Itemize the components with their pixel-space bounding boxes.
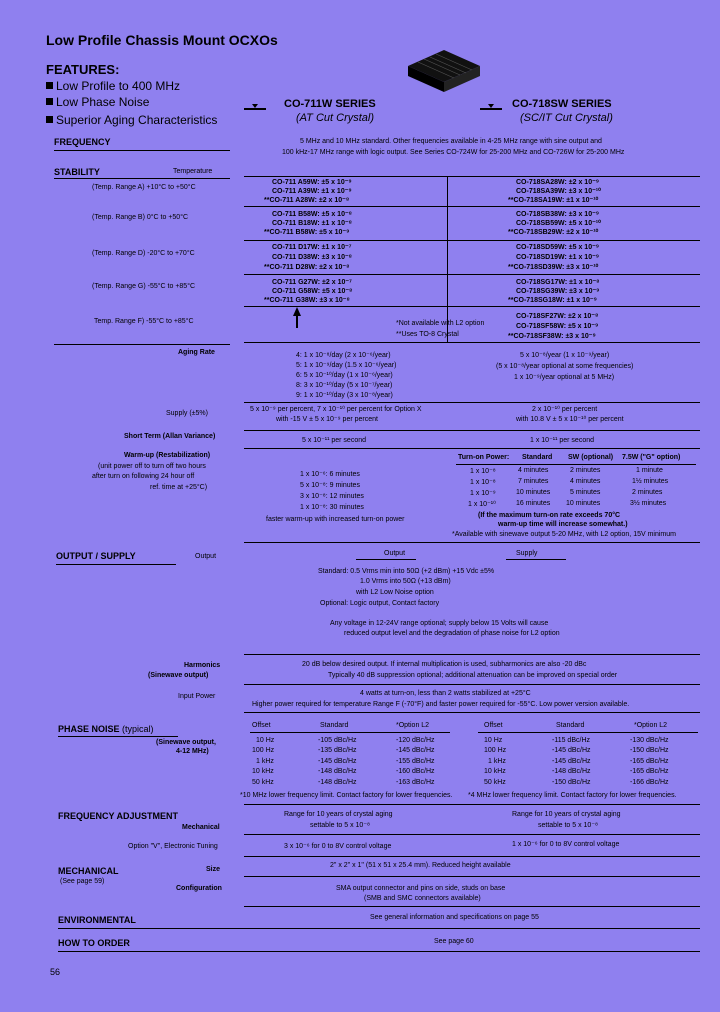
warmup-desc-3: ref. time at +25°C) — [150, 484, 208, 491]
range-d-left-2: CO-711 D38W: ±3 x 10⁻⁸ — [272, 254, 352, 261]
range-d-label: (Temp. Range D) -20°C to +70°C — [92, 250, 195, 257]
input-power-label: Input Power — [178, 693, 216, 700]
temperature-label: Temperature — [173, 168, 213, 175]
supply-right-2: with 10.8 V ± 5 x 10⁻¹⁰ per percent — [516, 416, 624, 423]
warmup-left-note: faster warm-up with increased turn-on power — [266, 516, 405, 523]
stability-label: STABILITY — [54, 167, 100, 177]
pn-left-note: *10 MHz lower frequency limit. Contact factory for lower frequencies. — [240, 792, 453, 799]
input-power-line2: Higher power required for temperature Range F (-70°F) and faster power required for -55°C. Low power version available. — [252, 701, 630, 708]
freq-adj-option-right: 1 x 10⁻⁶ for 0 to 8V control voltage — [512, 841, 620, 848]
warmup-r2-c2: 7 minutes — [518, 478, 549, 485]
pn-right-r1-c1: 10 Hz — [484, 737, 503, 744]
range-g-left-3: **CO-711 G38W: ±3 x 10⁻⁸ — [264, 297, 350, 304]
warmup-r4-c4: 3½ minutes — [630, 500, 667, 507]
phase-noise-desc-1: (Sinewave output, — [156, 739, 216, 746]
warmup-r2-c1: 1 x 10⁻⁸ — [470, 479, 496, 486]
pn-right-r4-c1: 10 kHz — [484, 768, 506, 775]
warmup-label: Warm-up (Restabilization) — [124, 452, 211, 459]
phase-noise-label: PHASE NOISE (typical) — [58, 724, 154, 734]
stability-note-1: *Not available with L2 option — [396, 320, 485, 327]
warmup-desc-1: (unit power off to turn off two hours — [98, 463, 206, 470]
frequency-label: FREQUENCY — [54, 137, 111, 147]
warmup-r4-c3: 10 minutes — [566, 500, 601, 507]
range-b-left-3: **CO-711 B58W: ±5 x 10⁻⁹ — [264, 229, 350, 236]
pn-right-r4-c3: -165 dBc/Hz — [630, 768, 669, 775]
pn-right-h3: *Option L2 — [634, 722, 668, 729]
stability-note-2: **Uses TO-8 Crystal — [396, 331, 459, 338]
input-power-line1: 4 watts at turn-on, less than 2 watts stabilized at +25°C — [360, 690, 531, 697]
freq-adj-mech-right-1: Range for 10 years of crystal aging — [512, 811, 621, 818]
short-term-label: Short Term (Allan Variance) — [124, 433, 216, 440]
warmup-left-1: 1 x 10⁻⁶: 6 minutes — [300, 471, 360, 478]
range-g-right-2: CO-718SG39W: ±3 x 10⁻⁹ — [516, 288, 600, 295]
feature-item: Superior Aging Characteristics — [46, 113, 217, 127]
warmup-note-3: *Available with sinewave output 5-20 MHz, with L2 option, 15V minimum — [452, 531, 676, 538]
warmup-r2-c4: 1½ minutes — [632, 478, 669, 485]
aging-right-2: (5 x 10⁻⁸/year optional at some frequencies) — [496, 363, 634, 370]
series-left-sub: (AT Cut Crystal) — [296, 112, 375, 124]
pn-left-r1-c2: -105 dBc/Hz — [318, 737, 357, 744]
range-a-left-2: CO-711 A39W: ±1 x 10⁻⁹ — [272, 188, 352, 195]
environmental-text: See general information and specifications on page 55 — [370, 914, 539, 921]
range-g-right-1: CO-718SG17W: ±1 x 10⁻⁸ — [516, 279, 600, 286]
pn-right-r5-c2: -150 dBc/Hz — [552, 779, 591, 786]
range-f-right-3: **CO-718SF38W: ±3 x 10⁻⁹ — [508, 333, 596, 340]
pn-right-r5-c3: -166 dBc/Hz — [630, 779, 669, 786]
size-text: 2" x 2" x 1" (51 x 51 x 25.4 mm). Reduced height available — [330, 862, 511, 869]
pn-right-r2-c2: -145 dBc/Hz — [552, 747, 591, 754]
range-a-left-3: **CO-711 A28W: ±2 x 10⁻⁸ — [264, 197, 350, 204]
warmup-note-1: (If the maximum turn-on rate exceeds 70°C — [478, 512, 621, 519]
range-b-right-2: CO-718SB59W: ±5 x 10⁻¹⁰ — [516, 220, 601, 227]
warmup-r4-c2: 16 minutes — [516, 500, 551, 507]
output-row-4: Optional: Logic output, Contact factory — [320, 600, 440, 607]
pn-right-h1: Offset — [484, 722, 503, 729]
range-b-left-2: CO-711 B18W: ±1 x 10⁻⁸ — [272, 220, 352, 227]
pn-left-r3-c3: -155 dBc/Hz — [396, 758, 435, 765]
pn-right-r1-c2: -115 dBc/Hz — [552, 737, 590, 744]
short-term-left: 5 x 10⁻¹¹ per second — [302, 437, 367, 444]
arrow-up-icon — [293, 307, 301, 316]
pn-left-r4-c2: -148 dBc/Hz — [318, 768, 357, 775]
pn-left-r5-c2: -148 dBc/Hz — [318, 779, 357, 786]
col-output-label: Output — [384, 550, 406, 557]
range-b-label: (Temp. Range B) 0°C to +50°C — [92, 214, 189, 221]
bullet-icon — [46, 116, 53, 123]
pn-left-r2-c2: -135 dBc/Hz — [318, 747, 357, 754]
pn-left-r4-c3: -160 dBc/Hz — [396, 768, 435, 775]
warmup-r3-c4: 2 minutes — [632, 489, 663, 496]
range-a-right-1: CO-718SA28W: ±2 x 10⁻⁹ — [516, 179, 600, 186]
aging-right-3: 1 x 10⁻⁹/year optional at 5 MHz) — [514, 374, 615, 381]
pn-right-r2-c1: 100 Hz — [484, 747, 507, 754]
pn-left-h3: *Option L2 — [396, 722, 430, 729]
how-to-order-text: See page 60 — [434, 938, 474, 945]
warmup-left-2: 5 x 10⁻⁸: 9 minutes — [300, 482, 360, 489]
freq-adj-label: FREQUENCY ADJUSTMENT — [58, 811, 179, 821]
range-a-right-2: CO-718SA39W: ±3 x 10⁻¹⁰ — [516, 188, 601, 195]
range-d-right-1: CO-718SD59W: ±5 x 10⁻⁹ — [516, 244, 600, 251]
range-f-label: Temp. Range F) -55°C to +85°C — [94, 318, 194, 325]
aging-left-3: 6: 5 x 10⁻¹⁰/day (1 x 10⁻⁶/year) — [296, 372, 393, 379]
freq-adj-option-left: 3 x 10⁻⁶ for 0 to 8V control voltage — [284, 843, 392, 850]
range-d-right-2: CO-718SD19W: ±1 x 10⁻⁹ — [516, 254, 600, 261]
range-d-right-3: **CO-718SD39W: ±3 x 10⁻¹⁰ — [508, 264, 599, 271]
pn-left-r4-c1: 10 kHz — [252, 768, 274, 775]
pn-right-r5-c1: 50 kHz — [484, 779, 506, 786]
aging-left-5: 9: 1 x 10⁻¹⁰/day (3 x 10⁻⁸/year) — [296, 392, 393, 399]
mechanical-sub: (See page 59) — [60, 878, 105, 885]
pn-right-r2-c3: -150 dBc/Hz — [630, 747, 669, 754]
warmup-r4-c1: 1 x 10⁻¹⁰ — [468, 501, 496, 508]
supply-right-1: 2 x 10⁻¹⁰ per percent — [532, 406, 598, 413]
pn-left-r5-c3: -163 dBc/Hz — [396, 779, 435, 786]
freq-adj-mech-left-1: Range for 10 years of crystal aging — [284, 811, 393, 818]
short-term-right: 1 x 10⁻¹¹ per second — [530, 437, 595, 444]
mechanical-label: MECHANICAL — [58, 866, 119, 876]
output-row-2: 1.0 Vrms into 50Ω (+13 dBm) — [360, 578, 451, 585]
range-g-label: (Temp. Range G) -55°C to +85°C — [92, 283, 196, 290]
feature-item: Low Phase Noise — [46, 95, 149, 109]
range-b-right-3: **CO-718SB29W: ±2 x 10⁻¹⁰ — [508, 229, 599, 236]
vectron-logo-icon — [244, 98, 266, 110]
pn-left-h1: Offset — [252, 722, 271, 729]
pn-left-r1-c1: 10 Hz — [256, 737, 275, 744]
warmup-desc-2: after turn on following 24 hour off — [92, 473, 195, 480]
range-d-left-3: **CO-711 D28W: ±2 x 10⁻⁸ — [264, 264, 350, 271]
pn-right-h2: Standard — [556, 722, 585, 729]
warmup-r2-c3: 4 minutes — [570, 478, 601, 485]
page-number: 56 — [50, 967, 61, 977]
page-title: Low Profile Chassis Mount OCXOs — [46, 32, 278, 48]
warmup-r3-c1: 1 x 10⁻⁹ — [470, 490, 496, 497]
frequency-line1: 5 MHz and 10 MHz standard. Other frequencies available in 4-25 MHz range with sine output and — [300, 138, 602, 145]
pn-left-r5-c1: 50 kHz — [252, 779, 274, 786]
output-row-3: with L2 Low Noise option — [356, 589, 434, 596]
warmup-h-2: Standard — [522, 454, 553, 461]
aging-right-1: 5 x 10⁻⁸/year (1 x 10⁻⁹/year) — [520, 352, 610, 359]
warmup-r3-c3: 5 minutes — [570, 489, 601, 496]
series-right-name: CO-718SW SERIES — [512, 98, 612, 110]
supply-label: Supply (±5%) — [166, 410, 208, 417]
bullet-icon — [46, 82, 53, 89]
series-left-name: CO-711W SERIES — [284, 98, 376, 110]
bullet-icon — [46, 98, 53, 105]
freq-adj-mech-left-2: settable to 5 x 10⁻⁸ — [310, 822, 370, 829]
freq-adj-mech-right-2: settable to 5 x 10⁻⁸ — [538, 822, 598, 829]
harmonics-line2: Typically 40 dB suppression optional; additional attenuation can be improved on special order — [328, 672, 618, 679]
phase-noise-desc-2: 4-12 MHz) — [176, 748, 209, 755]
output-sub-label: Output — [195, 553, 217, 560]
range-g-left-1: CO-711 G27W: ±2 x 10⁻⁷ — [272, 279, 352, 286]
series-right-sub: (SC/IT Cut Crystal) — [520, 112, 613, 124]
size-label: Size — [206, 866, 221, 873]
pn-left-r3-c2: -145 dBc/Hz — [318, 758, 357, 765]
freq-adj-mech-label: Mechanical — [182, 824, 220, 831]
configuration-label: Configuration — [176, 885, 222, 892]
harmonics-label: Harmonics — [184, 662, 221, 669]
range-a-left-1: CO-711 A59W: ±5 x 10⁻⁹ — [272, 179, 352, 186]
aging-label: Aging Rate — [178, 349, 215, 356]
range-a-label: (Temp. Range A) +10°C to +50°C — [92, 184, 196, 191]
range-f-right-2: CO-718SF58W: ±5 x 10⁻⁹ — [516, 323, 599, 330]
pn-left-r2-c3: -145 dBc/Hz — [396, 747, 435, 754]
warmup-note-2: warm-up time will increase somewhat.) — [498, 521, 628, 528]
warmup-r1-c2: 4 minutes — [518, 467, 549, 474]
range-b-left-1: CO-711 B58W: ±5 x 10⁻⁸ — [272, 211, 352, 218]
how-to-order-label: HOW TO ORDER — [58, 938, 130, 948]
output-note-2: reduced output level and the degradation of phase noise for L2 option — [344, 630, 560, 637]
warmup-r1-c3: 2 minutes — [570, 467, 601, 474]
aging-left-1: 4: 1 x 10⁻⁸/day (2 x 10⁻⁶/year) — [296, 352, 391, 359]
features-heading: FEATURES: — [46, 62, 120, 77]
frequency-line2: 100 kHz-17 MHz range with logic output. See Series CO-724W for 25-200 MHz and CO-726W for 25-200 MHz — [282, 149, 625, 156]
pn-right-r3-c3: -165 dBc/Hz — [630, 758, 669, 765]
range-f-right-1: CO-718SF27W: ±2 x 10⁻⁸ — [516, 313, 599, 320]
pn-left-r3-c1: 1 kHz — [256, 758, 274, 765]
output-supply-label: OUTPUT / SUPPLY — [56, 551, 136, 561]
config-line2: (SMB and SMC connectors available) — [364, 895, 481, 902]
feature-item: Low Profile to 400 MHz — [46, 79, 180, 93]
aging-left-2: 5: 1 x 10⁻⁹/day (1.5 x 10⁻⁶/year) — [296, 362, 397, 369]
pn-left-h2: Standard — [320, 722, 349, 729]
warmup-h-4: 7.5W ("G" option) — [622, 454, 681, 461]
range-d-left-1: CO-711 D17W: ±1 x 10⁻⁷ — [272, 244, 352, 251]
output-note-1: Any voltage in 12-24V range optional; supply below 15 Volts will cause — [330, 620, 549, 627]
environmental-label: ENVIRONMENTAL — [58, 915, 136, 925]
harmonics-line1: 20 dB below desired output. If internal multiplication is used, subharmonics are also -20 dBc — [302, 661, 587, 668]
harmonics-sub: (Sinewave output) — [148, 672, 209, 679]
config-line1: SMA output connector and pins on side, studs on base — [336, 885, 506, 892]
supply-left-2: with -15 V ± 5 x 10⁻⁹ per percent — [276, 416, 378, 423]
freq-adj-option-label: Option "V", Electronic Tuning — [128, 843, 218, 850]
warmup-left-3: 3 x 10⁻⁸: 12 minutes — [300, 493, 364, 500]
pn-right-r4-c2: -148 dBc/Hz — [552, 768, 591, 775]
output-row-1: Standard: 0.5 Vrms min into 50Ω (+2 dBm) +15 Vdc ±5% — [318, 568, 495, 575]
warmup-r1-c1: 1 x 10⁻⁸ — [470, 468, 496, 475]
col-supply-label: Supply — [516, 550, 538, 557]
vectron-logo-icon — [480, 98, 502, 110]
pn-left-r1-c3: -120 dBc/Hz — [396, 737, 435, 744]
pn-left-r2-c1: 100 Hz — [252, 747, 275, 754]
pn-right-r3-c1: 1 kHz — [488, 758, 506, 765]
warmup-r1-c4: 1 minute — [636, 467, 663, 474]
warmup-h-1: Turn-on Power: — [458, 454, 510, 461]
ocxo-product-image — [404, 46, 484, 96]
aging-left-4: 8: 3 x 10⁻¹⁰/day (5 x 10⁻⁷/year) — [296, 382, 393, 389]
range-a-right-3: **CO-718SA19W: ±1 x 10⁻¹⁰ — [508, 197, 599, 204]
range-b-right-1: CO-718SB38W: ±3 x 10⁻⁹ — [516, 211, 600, 218]
pn-right-r1-c3: -130 dBc/Hz — [630, 737, 669, 744]
pn-right-note: *4 MHz lower frequency limit. Contact factory for lower frequencies. — [468, 792, 677, 799]
range-g-right-3: **CO-718SG18W: ±1 x 10⁻⁹ — [508, 297, 597, 304]
warmup-left-4: 1 x 10⁻⁸: 30 minutes — [300, 504, 364, 511]
warmup-r3-c2: 10 minutes — [516, 489, 551, 496]
supply-left-1: 5 x 10⁻⁹ per percent, 7 x 10⁻¹⁰ per percent for Option X — [250, 406, 422, 413]
range-g-left-2: CO-711 G58W: ±5 x 10⁻⁸ — [272, 288, 353, 295]
warmup-h-3: SW (optional) — [568, 454, 614, 461]
pn-right-r3-c2: -145 dBc/Hz — [552, 758, 591, 765]
